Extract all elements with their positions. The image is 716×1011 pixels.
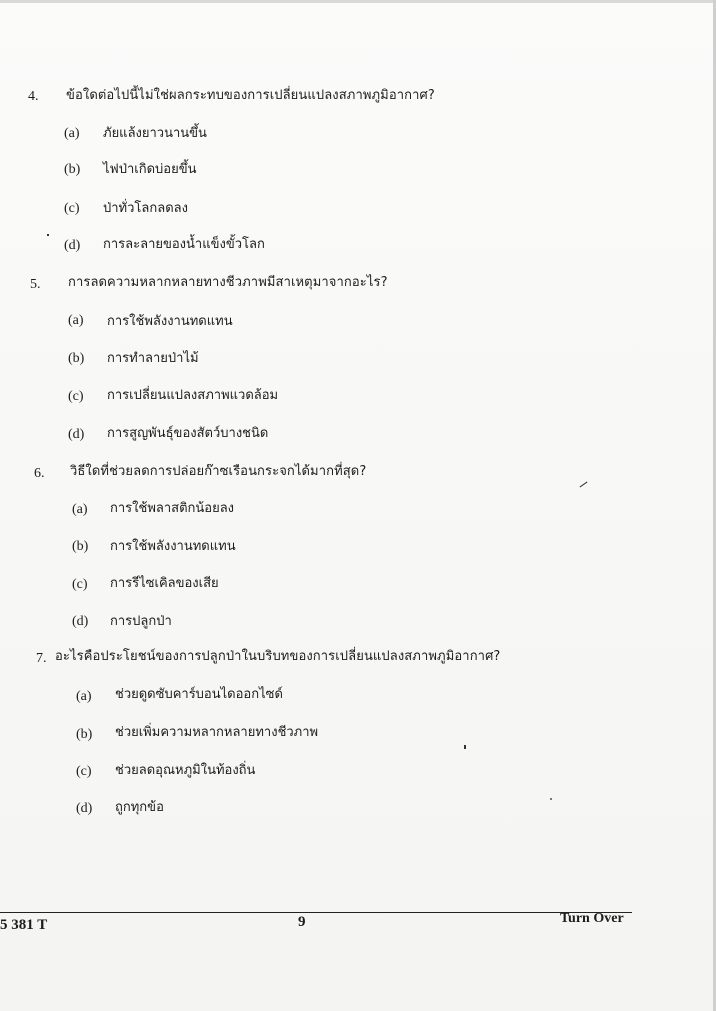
question-text: ข้อใดต่อไปนี้ไม่ใช่ผลกระทบของการเปลี่ยนแปลงสภาพภูมิอากาศ?: [66, 88, 435, 103]
option-text: การรีไซเคิลของเสีย: [110, 576, 219, 591]
question-number: 6.: [34, 466, 45, 481]
option-text: การใช้พลังงานทดแทน: [107, 314, 233, 329]
option-letter: (d): [72, 614, 89, 629]
option-letter: (b): [64, 162, 81, 177]
pen-mark: [47, 234, 49, 236]
option-letter: (a): [76, 689, 92, 704]
option-text: การใช้พลังงานทดแทน: [110, 539, 236, 554]
pen-mark: [464, 745, 466, 749]
question-number: 7.: [36, 651, 47, 666]
option-text: ไฟป่าเกิดบ่อยขึ้น: [103, 162, 197, 177]
question-text: การลดความหลากหลายทางชีวภาพมีสาเหตุมาจากอะไร?: [68, 275, 388, 290]
turn-over-label: Turn Over: [560, 911, 624, 926]
pen-mark: [550, 798, 552, 800]
option-text: ช่วยดูดซับคาร์บอนไดออกไซด์: [115, 687, 283, 702]
page-top-edge: [0, 0, 716, 3]
option-letter: (b): [76, 727, 93, 742]
option-letter: (d): [64, 238, 81, 253]
option-text: ช่วยลดอุณหภูมิในท้องถิ่น: [115, 763, 256, 778]
option-letter: (b): [68, 351, 85, 366]
option-text: การทำลายป่าไม้: [107, 351, 199, 366]
option-letter: (c): [72, 577, 88, 592]
option-text: การสูญพันธุ์ของสัตว์บางชนิด: [107, 426, 269, 441]
footer-rule: [0, 912, 632, 913]
option-letter: (c): [64, 201, 80, 216]
option-letter: (c): [76, 764, 92, 779]
option-text: ป่าทั่วโลกลดลง: [103, 201, 188, 216]
question-text: อะไรคือประโยชน์ของการปลูกป่าในบริบทของการเปลี่ยนแปลงสภาพภูมิอากาศ?: [55, 649, 501, 664]
option-text: การเปลี่ยนแปลงสภาพแวดล้อม: [107, 388, 279, 403]
exam-code: 5 381 T: [0, 917, 48, 933]
option-text: การใช้พลาสติกน้อยลง: [110, 501, 235, 516]
option-text: การปลูกป่า: [110, 614, 172, 629]
option-letter: (d): [76, 801, 93, 816]
question-number: 4.: [28, 89, 39, 104]
question-text: วิธีใดที่ช่วยลดการปล่อยก๊าซเรือนกระจกได้มากที่สุด?: [70, 464, 367, 479]
option-letter: (a): [72, 502, 88, 517]
option-letter: (d): [68, 427, 85, 442]
option-letter: (c): [68, 389, 84, 404]
option-letter: (b): [72, 539, 89, 554]
option-text: การละลายของน้ำแข็งขั้วโลก: [103, 237, 265, 252]
option-letter: (a): [68, 313, 84, 328]
question-number: 5.: [30, 277, 41, 292]
option-letter: (a): [64, 126, 80, 141]
pen-mark: [580, 482, 588, 488]
option-text: ช่วยเพิ่มความหลากหลายทางชีวภาพ: [115, 725, 319, 740]
option-text: ภัยแล้งยาวนานขึ้น: [103, 126, 207, 141]
option-text: ถูกทุกข้อ: [115, 800, 164, 815]
page-number: 9: [298, 914, 306, 930]
